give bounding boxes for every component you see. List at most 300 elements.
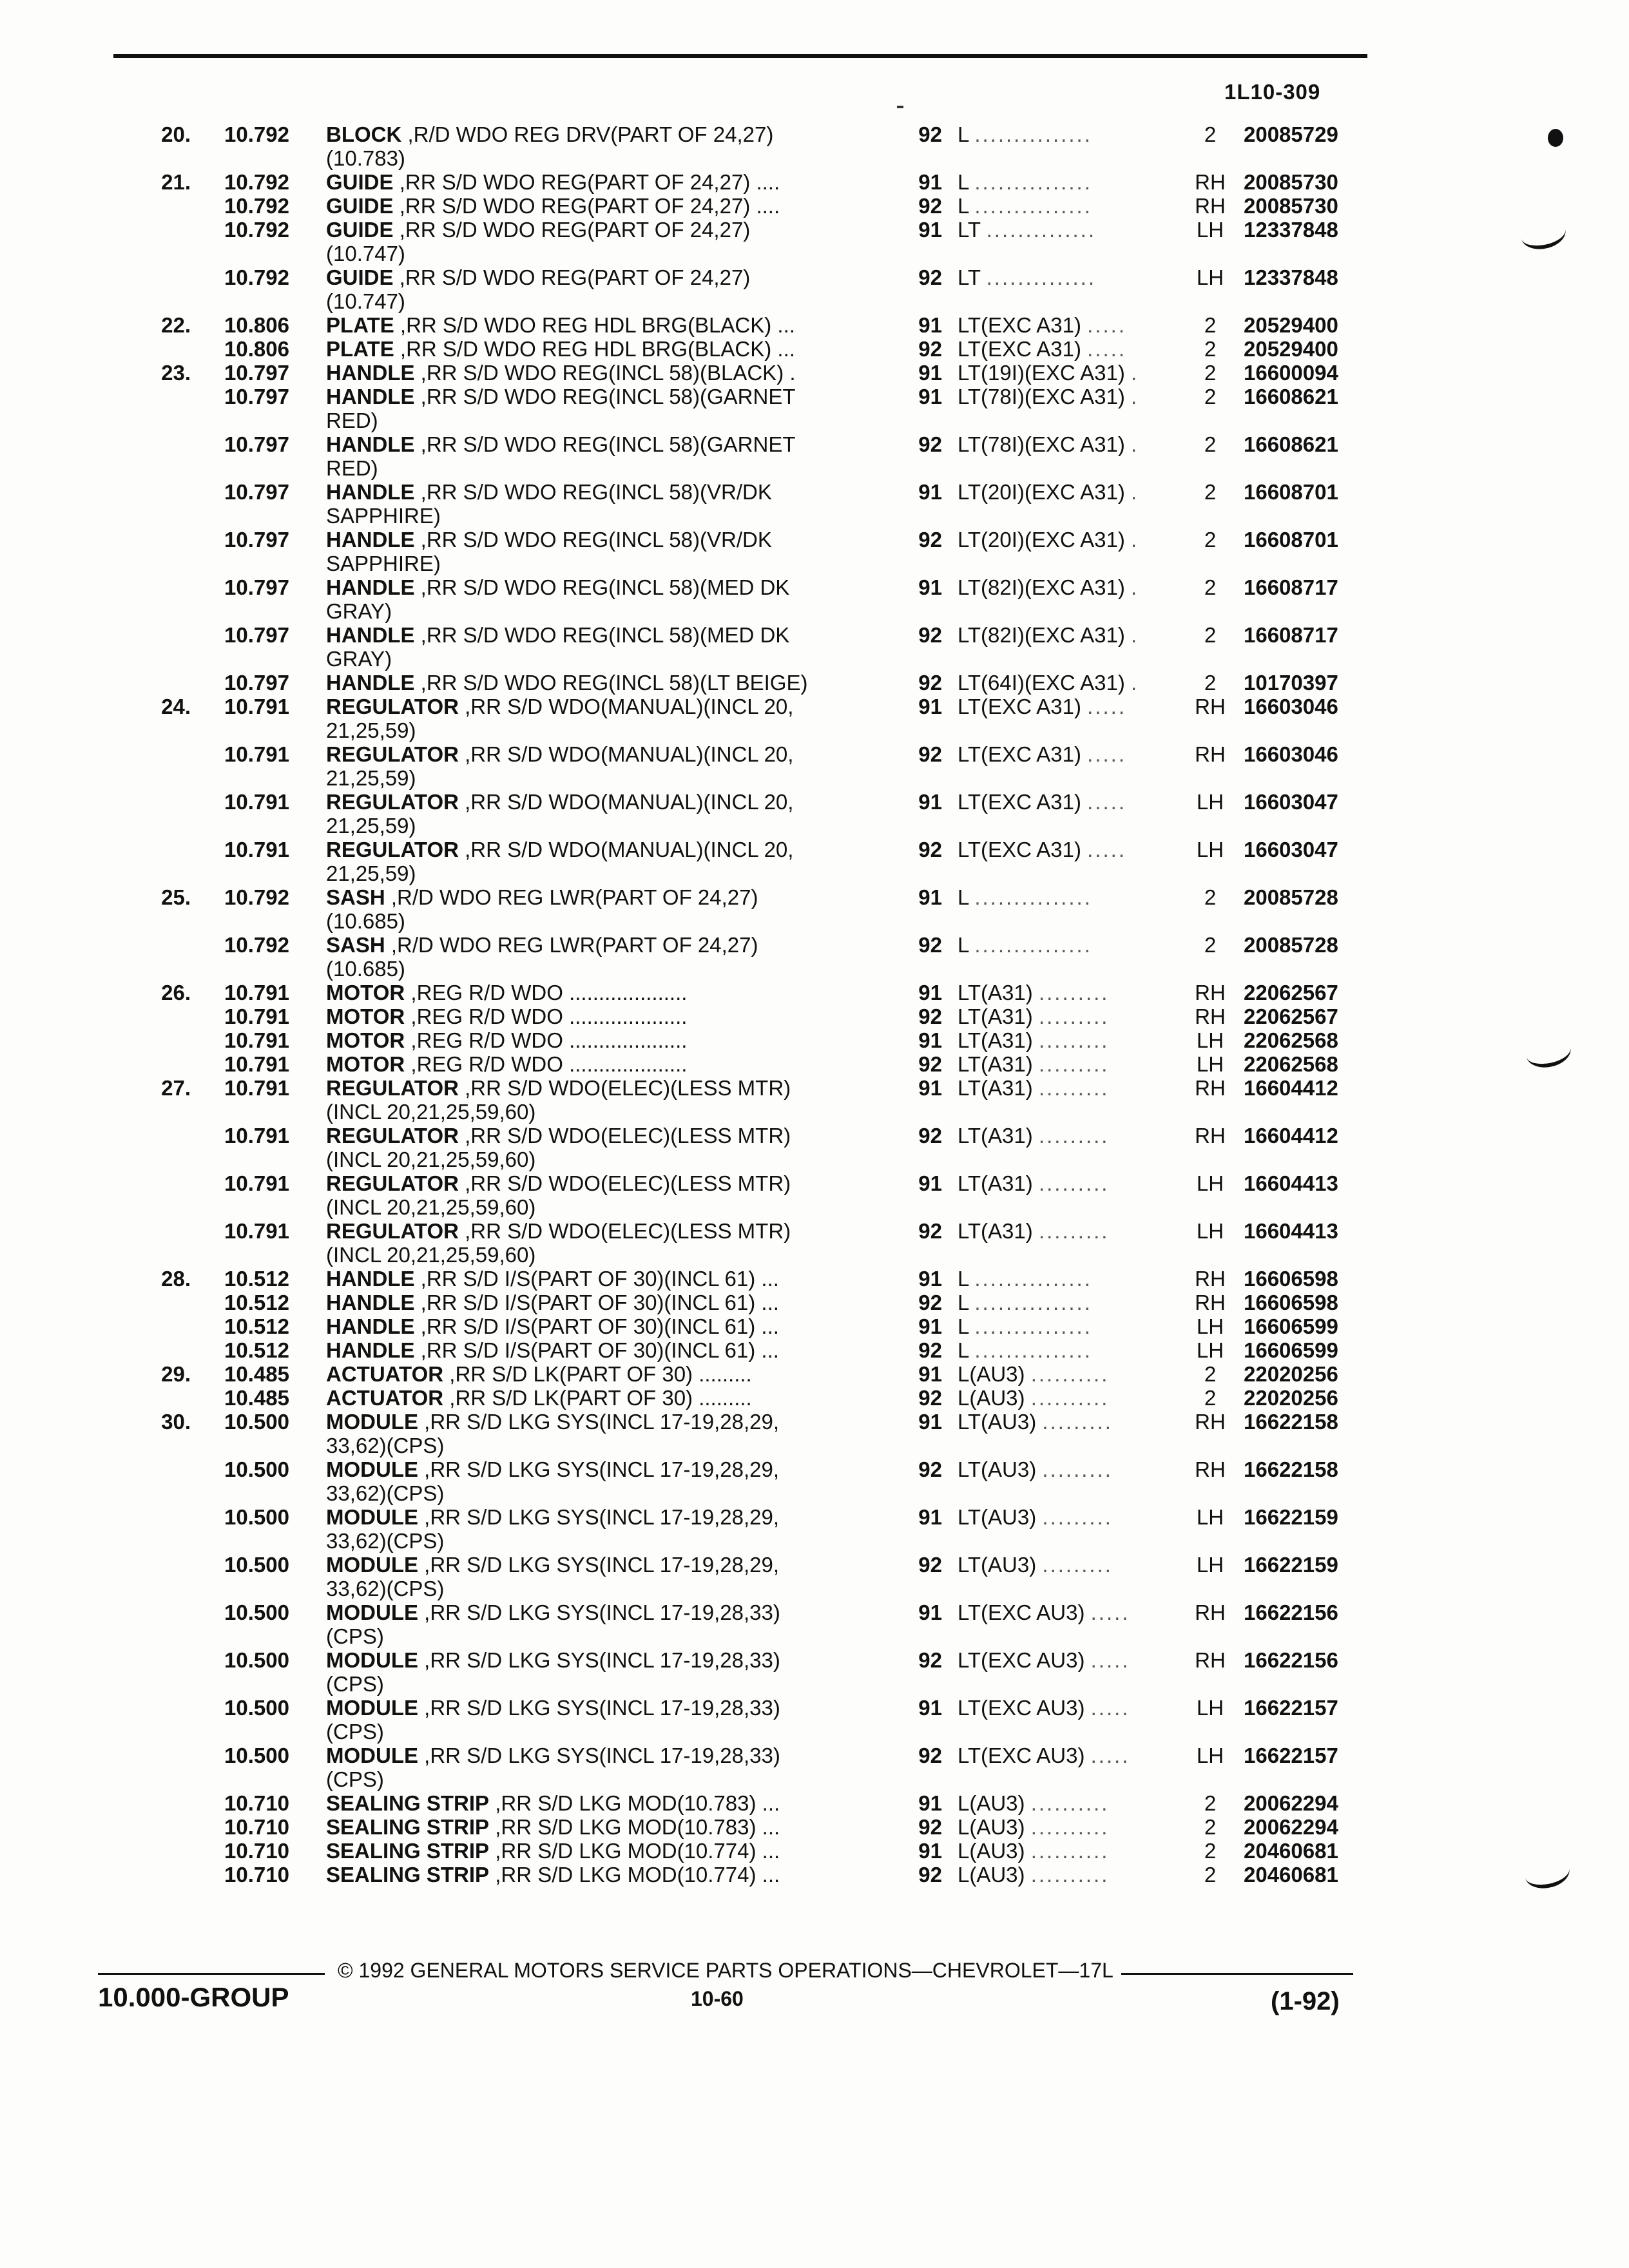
model-usage — [958, 1267, 1177, 1291]
model-usage — [958, 194, 1177, 218]
parts-row — [0, 361, 1629, 385]
part-detail-continued: (10.685) — [326, 957, 405, 981]
part-detail: ,RR S/D LKG SYS(INCL 17-19,28,33) — [424, 1600, 780, 1624]
model-year: 92 — [918, 1219, 942, 1243]
part-name: REGULATOR — [326, 838, 459, 861]
quantity-or-side: 2 — [1204, 528, 1217, 552]
part-number: 16604413 — [1244, 1171, 1338, 1195]
model-usage — [958, 1124, 1177, 1148]
model-code: LT(A31) — [958, 1004, 1033, 1028]
leader-dots: ......... — [1038, 1219, 1110, 1243]
parts-row — [0, 170, 1629, 194]
part-detail-continued: 21,25,59) — [326, 718, 416, 742]
model-code: LT(EXC AU3) — [958, 1744, 1085, 1767]
model-usage — [958, 838, 1177, 861]
part-detail: ,RR S/D WDO(ELEC)(LESS MTR) — [465, 1076, 791, 1100]
quantity-or-side: LH — [1196, 1314, 1224, 1338]
model-code: L — [958, 1338, 969, 1362]
model-usage — [958, 170, 1177, 194]
part-detail-continued: (INCL 20,21,25,59,60) — [326, 1100, 536, 1124]
top-rule — [113, 54, 1367, 58]
part-number: 16600094 — [1244, 361, 1338, 385]
parts-row — [0, 385, 1629, 432]
group-number: 10.792 — [224, 170, 289, 194]
part-name: HANDLE — [326, 575, 415, 599]
part-name: REGULATOR — [326, 1124, 459, 1148]
part-number: 16603047 — [1244, 838, 1338, 861]
part-detail-continued: (10.747) — [326, 242, 405, 265]
part-number: 20085728 — [1244, 933, 1338, 957]
part-description — [326, 1362, 867, 1386]
parts-row — [0, 432, 1629, 480]
part-name: SEALING STRIP — [326, 1815, 490, 1839]
part-detail: ,RR S/D I/S(PART OF 30)(INCL 61) ... — [420, 1338, 779, 1362]
model-code: LT(AU3) — [958, 1410, 1037, 1434]
part-detail-continued: SAPPHIRE) — [326, 504, 441, 528]
model-code: LT(AU3) — [958, 1553, 1037, 1577]
parts-row — [0, 122, 1629, 170]
part-name: REGULATOR — [326, 1171, 459, 1195]
part-number: 22020256 — [1244, 1386, 1338, 1410]
parts-row — [0, 695, 1629, 742]
part-detail-continued: 21,25,59) — [326, 766, 416, 790]
quantity-or-side: RH — [1195, 170, 1226, 194]
model-usage — [958, 575, 1177, 599]
page-id: 1L10-309 — [1224, 80, 1321, 104]
quantity-or-side: RH — [1195, 1076, 1226, 1100]
part-number: 16603046 — [1244, 742, 1338, 766]
parts-row — [0, 1362, 1629, 1386]
model-year: 91 — [918, 1410, 942, 1434]
part-description — [326, 1505, 867, 1553]
model-code: LT(EXC A31) — [958, 695, 1081, 718]
part-name: REGULATOR — [326, 790, 459, 814]
parts-row — [0, 1600, 1629, 1648]
leader-dots: .............. — [986, 218, 1096, 242]
model-code: LT(82I)(EXC A31) — [958, 623, 1125, 647]
ref-number: 20. — [161, 122, 191, 146]
ref-number: 21. — [161, 170, 191, 194]
part-name: SEALING STRIP — [326, 1863, 490, 1887]
part-number: 16608621 — [1244, 385, 1338, 408]
binder-hole-mark — [1548, 129, 1563, 147]
part-detail: ,RR S/D LKG SYS(INCL 17-19,28,29, — [424, 1457, 780, 1481]
part-name: MODULE — [326, 1410, 418, 1434]
model-year: 92 — [918, 1124, 942, 1148]
quantity-or-side: LH — [1196, 1171, 1224, 1195]
part-description — [326, 1076, 867, 1124]
leader-dots: . — [1130, 480, 1139, 504]
model-year: 92 — [918, 838, 942, 861]
leader-dots: . — [1130, 575, 1139, 599]
part-description — [326, 1267, 867, 1291]
model-year: 91 — [918, 361, 942, 385]
parts-row — [0, 1696, 1629, 1744]
quantity-or-side: LH — [1196, 265, 1224, 289]
part-detail-continued: SAPPHIRE) — [326, 552, 441, 575]
leader-dots: ..... — [1087, 790, 1126, 814]
model-code: L — [958, 885, 969, 909]
model-code: L — [958, 194, 969, 218]
parts-row — [0, 528, 1629, 575]
group-number: 10.791 — [224, 1076, 289, 1100]
parts-row — [0, 194, 1629, 218]
model-usage — [958, 695, 1177, 718]
part-description — [326, 265, 867, 313]
model-year: 92 — [918, 337, 942, 361]
part-name: MOTOR — [326, 1004, 405, 1028]
part-number: 16604412 — [1244, 1124, 1338, 1148]
part-detail: ,RR S/D LKG SYS(INCL 17-19,28,29, — [424, 1553, 780, 1577]
model-code: L(AU3) — [958, 1839, 1025, 1863]
quantity-or-side: LH — [1196, 838, 1224, 861]
part-description — [326, 432, 867, 480]
model-year: 92 — [918, 623, 942, 647]
part-detail: ,RR S/D LKG MOD(10.774) ... — [495, 1863, 780, 1887]
part-description — [326, 385, 867, 432]
part-name: MODULE — [326, 1744, 418, 1767]
group-number: 10.792 — [224, 218, 289, 242]
part-detail: ,RR S/D WDO REG(INCL 58)(VR/DK — [420, 528, 772, 552]
part-detail: ,RR S/D WDO REG(INCL 58)(GARNET — [420, 385, 796, 408]
part-detail-continued: RED) — [326, 408, 378, 432]
part-number: 16622157 — [1244, 1696, 1338, 1720]
ref-number: 30. — [161, 1410, 191, 1434]
part-detail: ,RR S/D LKG SYS(INCL 17-19,28,33) — [424, 1648, 780, 1672]
parts-row — [0, 337, 1629, 361]
group-number: 10.710 — [224, 1839, 289, 1863]
model-code: LT(EXC AU3) — [958, 1696, 1085, 1720]
parts-row — [0, 1004, 1629, 1028]
model-year: 91 — [918, 1362, 942, 1386]
leader-dots: ......... — [1042, 1410, 1113, 1434]
quantity-or-side: LH — [1196, 790, 1224, 814]
part-number: 20085730 — [1244, 194, 1338, 218]
quantity-or-side: RH — [1195, 1004, 1226, 1028]
part-number: 16606598 — [1244, 1291, 1338, 1314]
parts-row — [0, 1338, 1629, 1362]
group-number: 10.791 — [224, 1052, 289, 1076]
leader-dots: .......... — [1030, 1362, 1110, 1386]
model-code: LT(A31) — [958, 981, 1033, 1004]
model-year: 91 — [918, 1839, 942, 1863]
model-code: LT(82I)(EXC A31) — [958, 575, 1125, 599]
part-number: 16622159 — [1244, 1553, 1338, 1577]
part-name: GUIDE — [326, 265, 394, 289]
part-number: 20085729 — [1244, 122, 1338, 146]
model-code: LT(78I)(EXC A31) — [958, 432, 1125, 456]
part-name: HANDLE — [326, 528, 415, 552]
leader-dots: ............... — [974, 122, 1092, 146]
part-number: 16606598 — [1244, 1267, 1338, 1291]
ref-number: 25. — [161, 885, 191, 909]
quantity-or-side: LH — [1196, 1028, 1224, 1052]
parts-row — [0, 1648, 1629, 1696]
part-name: HANDLE — [326, 361, 415, 385]
part-description — [326, 695, 867, 742]
part-name: MODULE — [326, 1696, 418, 1720]
part-number: 16622156 — [1244, 1648, 1338, 1672]
group-number: 10.791 — [224, 790, 289, 814]
group-number: 10.791 — [224, 695, 289, 718]
model-usage — [958, 1839, 1177, 1863]
part-description — [326, 1052, 867, 1076]
parts-row — [0, 790, 1629, 838]
group-number: 10.791 — [224, 838, 289, 861]
part-number: 16608701 — [1244, 528, 1338, 552]
ref-number: 23. — [161, 361, 191, 385]
part-description — [326, 1600, 867, 1648]
leader-dots: . — [1130, 528, 1139, 552]
leader-dots: ..... — [1087, 742, 1126, 766]
group-number: 10.806 — [224, 313, 289, 337]
group-number: 10.797 — [224, 528, 289, 552]
part-detail: ,RR S/D I/S(PART OF 30)(INCL 61) ... — [420, 1314, 779, 1338]
parts-row — [0, 1744, 1629, 1791]
part-description — [326, 361, 867, 385]
quantity-or-side: 2 — [1204, 122, 1217, 146]
part-name: MODULE — [326, 1600, 418, 1624]
quantity-or-side: 2 — [1204, 575, 1217, 599]
group-number: 10.791 — [224, 1004, 289, 1028]
model-usage — [958, 1314, 1177, 1338]
leader-dots: ......... — [1038, 1171, 1110, 1195]
part-detail: ,REG R/D WDO .................... — [410, 1028, 688, 1052]
model-code: LT(EXC AU3) — [958, 1600, 1085, 1624]
model-year: 91 — [918, 218, 942, 242]
quantity-or-side: RH — [1195, 1124, 1226, 1148]
parts-row — [0, 981, 1629, 1004]
model-code: LT(20I)(EXC A31) — [958, 528, 1125, 552]
group-number: 10.797 — [224, 671, 289, 695]
part-name: MODULE — [326, 1505, 418, 1529]
part-description — [326, 122, 867, 170]
model-usage — [958, 1791, 1177, 1815]
parts-row — [0, 313, 1629, 337]
part-detail: ,R/D WDO REG LWR(PART OF 24,27) — [390, 885, 758, 909]
leader-dots: ......... — [1038, 1028, 1110, 1052]
part-detail: ,RR S/D WDO(MANUAL)(INCL 20, — [465, 742, 794, 766]
leader-dots: ............... — [974, 1291, 1092, 1314]
model-usage — [958, 1863, 1177, 1887]
parts-row — [0, 1124, 1629, 1171]
parts-row — [0, 885, 1629, 933]
part-description — [326, 528, 867, 575]
quantity-or-side: 2 — [1204, 337, 1217, 361]
model-year: 91 — [918, 1791, 942, 1815]
parts-row — [0, 575, 1629, 623]
group-number: 10.710 — [224, 1815, 289, 1839]
model-usage — [958, 671, 1177, 695]
model-year: 91 — [918, 1028, 942, 1052]
part-detail: ,RR S/D WDO REG(INCL 58)(MED DK — [420, 623, 790, 647]
model-year: 91 — [918, 1076, 942, 1100]
parts-row — [0, 838, 1629, 885]
quantity-or-side: 2 — [1204, 385, 1217, 408]
parts-row — [0, 1171, 1629, 1219]
quantity-or-side: 2 — [1204, 480, 1217, 504]
model-usage — [958, 337, 1177, 361]
model-code: LT(EXC AU3) — [958, 1648, 1085, 1672]
ref-number: 24. — [161, 695, 191, 718]
parts-list — [0, 122, 1629, 1887]
group-number: 10.500 — [224, 1696, 289, 1720]
part-detail: ,RR S/D LKG SYS(INCL 17-19,28,29, — [424, 1410, 780, 1434]
part-name: SASH — [326, 933, 385, 957]
part-description — [326, 575, 867, 623]
quantity-or-side: LH — [1196, 218, 1224, 242]
part-detail: ,R/D WDO REG LWR(PART OF 24,27) — [390, 933, 758, 957]
part-detail: ,RR S/D WDO REG HDL BRG(BLACK) ... — [400, 337, 795, 361]
leader-dots: ......... — [1038, 1004, 1110, 1028]
model-year: 91 — [918, 480, 942, 504]
part-detail: ,RR S/D LKG SYS(INCL 17-19,28,33) — [424, 1696, 780, 1720]
leader-dots: .......... — [1030, 1839, 1110, 1863]
part-number: 16622158 — [1244, 1457, 1338, 1481]
part-number: 16608717 — [1244, 623, 1338, 647]
part-name: MOTOR — [326, 1028, 405, 1052]
part-detail: ,RR S/D WDO(MANUAL)(INCL 20, — [465, 790, 794, 814]
quantity-or-side: RH — [1195, 1291, 1226, 1314]
leader-dots: .......... — [1030, 1863, 1110, 1887]
group-number: 10.791 — [224, 1028, 289, 1052]
model-usage — [958, 313, 1177, 337]
part-name: REGULATOR — [326, 695, 459, 718]
footer-group: 10.000-GROUP — [98, 1982, 289, 2012]
quantity-or-side: RH — [1195, 1600, 1226, 1624]
model-usage — [958, 1076, 1177, 1100]
parts-row — [0, 1028, 1629, 1052]
model-usage — [958, 122, 1177, 146]
part-number: 20529400 — [1244, 337, 1338, 361]
part-name: SEALING STRIP — [326, 1839, 490, 1863]
model-usage — [958, 623, 1177, 647]
leader-dots: ............... — [974, 170, 1092, 194]
model-year: 91 — [918, 385, 942, 408]
group-number: 10.792 — [224, 933, 289, 957]
parts-row — [0, 1314, 1629, 1338]
part-detail-continued: GRAY) — [326, 647, 392, 671]
quantity-or-side: RH — [1195, 1457, 1226, 1481]
model-year: 92 — [918, 1004, 942, 1028]
footer-rule-left — [98, 1973, 325, 1975]
model-code: LT(AU3) — [958, 1505, 1037, 1529]
model-code: LT(64I)(EXC A31) — [958, 671, 1125, 695]
part-description — [326, 1314, 867, 1338]
part-description — [326, 742, 867, 790]
leader-dots: ..... — [1087, 695, 1126, 718]
model-code: LT(EXC A31) — [958, 313, 1081, 337]
leader-dots: ......... — [1038, 1052, 1110, 1076]
group-number: 10.710 — [224, 1863, 289, 1887]
part-detail: ,RR S/D LK(PART OF 30) ......... — [449, 1386, 752, 1410]
parts-row — [0, 1386, 1629, 1410]
part-number: 22062567 — [1244, 981, 1338, 1004]
parts-row — [0, 218, 1629, 265]
model-year: 92 — [918, 528, 942, 552]
part-description — [326, 337, 867, 361]
model-usage — [958, 265, 1177, 289]
leader-dots: ..... — [1090, 1744, 1130, 1767]
leader-dots: . — [1130, 623, 1139, 647]
part-detail: ,RR S/D LK(PART OF 30) ......... — [449, 1362, 752, 1386]
leader-dots: ..... — [1090, 1696, 1130, 1720]
model-year: 91 — [918, 885, 942, 909]
parts-row — [0, 933, 1629, 981]
leader-dots: . — [1130, 361, 1139, 385]
quantity-or-side: 2 — [1204, 885, 1217, 909]
part-description — [326, 1004, 867, 1028]
part-detail: ,RR S/D WDO REG(INCL 58)(MED DK — [420, 575, 790, 599]
part-description — [326, 1219, 867, 1267]
part-detail-continued: (10.685) — [326, 909, 405, 933]
model-usage — [958, 1457, 1177, 1481]
model-year: 92 — [918, 1648, 942, 1672]
model-usage — [958, 1362, 1177, 1386]
part-detail: ,RR S/D WDO(ELEC)(LESS MTR) — [465, 1171, 791, 1195]
model-usage — [958, 1744, 1177, 1767]
quantity-or-side: 2 — [1204, 671, 1217, 695]
model-year: 91 — [918, 981, 942, 1004]
part-detail-continued: 33,62)(CPS) — [326, 1434, 445, 1457]
part-description — [326, 1338, 867, 1362]
part-detail: ,RR S/D WDO REG(INCL 58)(BLACK) . — [420, 361, 796, 385]
parts-row — [0, 623, 1629, 671]
model-year: 92 — [918, 432, 942, 456]
model-usage — [958, 218, 1177, 242]
model-usage — [958, 981, 1177, 1004]
quantity-or-side: LH — [1196, 1338, 1224, 1362]
parts-row — [0, 1791, 1629, 1815]
part-number: 16622157 — [1244, 1744, 1338, 1767]
model-code: LT — [958, 265, 981, 289]
group-number: 10.797 — [224, 385, 289, 408]
part-detail: ,RR S/D WDO REG(INCL 58)(GARNET — [420, 432, 796, 456]
part-description — [326, 1410, 867, 1457]
part-detail: ,RR S/D WDO REG(PART OF 24,27) .... — [399, 194, 780, 218]
leader-dots: ..... — [1087, 313, 1126, 337]
part-detail: ,RR S/D I/S(PART OF 30)(INCL 61) ... — [420, 1291, 779, 1314]
leader-dots: ..... — [1090, 1600, 1130, 1624]
model-code: LT(EXC A31) — [958, 337, 1081, 361]
parts-row — [0, 1410, 1629, 1457]
model-year: 91 — [918, 1267, 942, 1291]
model-usage — [958, 1028, 1177, 1052]
part-number: 16608701 — [1244, 480, 1338, 504]
part-number: 20062294 — [1244, 1815, 1338, 1839]
leader-dots: . — [1130, 432, 1139, 456]
quantity-or-side: 2 — [1204, 1362, 1217, 1386]
part-detail-continued: GRAY) — [326, 599, 392, 623]
part-name: MODULE — [326, 1553, 418, 1577]
model-year: 91 — [918, 313, 942, 337]
leader-dots: ......... — [1038, 1124, 1110, 1148]
group-number: 10.791 — [224, 1124, 289, 1148]
group-number: 10.806 — [224, 337, 289, 361]
model-usage — [958, 1386, 1177, 1410]
model-year: 91 — [918, 1600, 942, 1624]
part-name: PLATE — [326, 337, 394, 361]
part-name: REGULATOR — [326, 1076, 459, 1100]
part-detail-continued: (CPS) — [326, 1624, 384, 1648]
part-name: MOTOR — [326, 981, 405, 1004]
model-code: LT(20I)(EXC A31) — [958, 480, 1125, 504]
model-year: 91 — [918, 1171, 942, 1195]
model-usage — [958, 1648, 1177, 1672]
model-usage — [958, 1338, 1177, 1362]
part-number: 16606599 — [1244, 1314, 1338, 1338]
footer-copyright: © 1992 GENERAL MOTORS SERVICE PARTS OPERATIONS—CHEVROLET—17L — [338, 1959, 1113, 1982]
